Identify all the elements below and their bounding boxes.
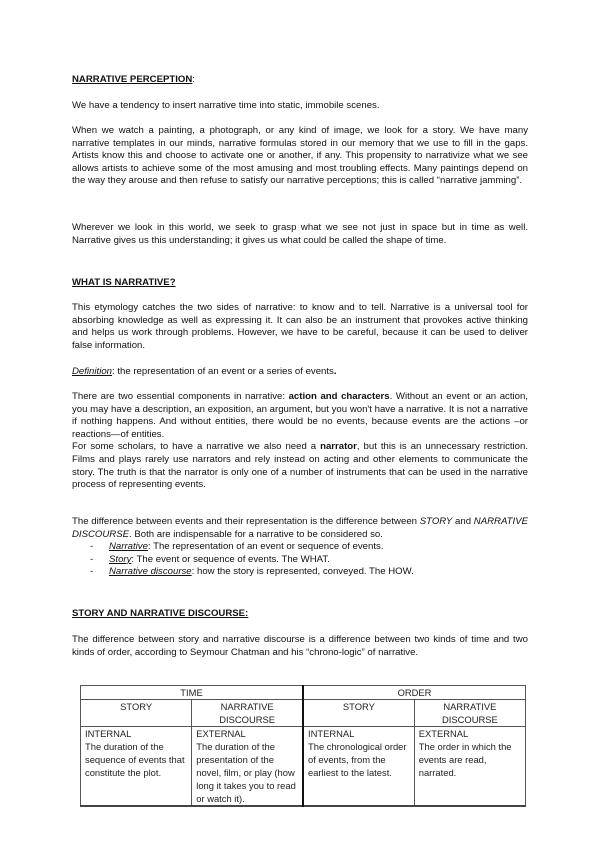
- table-group-row: [81, 686, 526, 700]
- definition-text: : the representation of an event or a series of events: [112, 366, 334, 377]
- table-header-row: [81, 700, 526, 727]
- heading-what-is-narrative: WHAT IS NARRATIVE?: [72, 277, 176, 288]
- text: and: [452, 516, 474, 527]
- column-header: STORY: [81, 700, 192, 727]
- text: , but this is an unnecessary restriction. Films and plays rarely use narrators and rely instead on acting and other elements to communicate the story. The truth is that the narrator is only one of a number of instruments that can be used in the narrative process of representing events.: [72, 441, 528, 491]
- heading-colon: :: [192, 74, 195, 85]
- perception-paragraph-2: When we watch a painting, a photograph, or any kind of image, we look for a story. We have many narrative templates in our minds, narrative formulas stored in our memory that we use to fill in the gaps. Artists know this and choose to activate one or another, if any. This propensity to narrativize what we see allows artists to achieve some of the most amusing and most troubling effects. Many paintings depend on the way they arouse and then refuse to satisfy our narrative perceptions; this is called “narrative jamming”.: [72, 125, 528, 187]
- text: . Without an event or an action, you may have a description, an exposition, an argument, but you won't have a narrative. It is not a narrative if nothing happens. And without entities, there would be no events, because events are the actions –or reactions—of entities.: [72, 391, 528, 440]
- cell-kind: INTERNAL: [308, 728, 355, 739]
- text: . Both are indispensable for a narrative to be considered so.: [129, 528, 383, 540]
- list-item: [72, 554, 528, 567]
- cell-kind: INTERNAL: [85, 728, 132, 739]
- cell-kind: EXTERNAL: [196, 728, 246, 739]
- column-header: STORY: [303, 700, 414, 727]
- term: Story: [109, 553, 132, 565]
- term-text: : The representation of an event or sequence of events.: [147, 541, 384, 553]
- heading-story-discourse: STORY AND NARRATIVE DISCOURSE:: [72, 608, 249, 619]
- perception-paragraph-3: Wherever we look in this world, we seek to grasp what we see not just in space but in time as well. Narrative gives us this understanding; it gives us what could be called the shape of time.: [72, 222, 528, 246]
- table-row: [81, 727, 526, 807]
- term-text: : how the story is represented, conveyed. The HOW.: [191, 566, 414, 578]
- column-header: NARRATIVE DISCOURSE: [414, 700, 525, 727]
- definition-end: .: [333, 366, 337, 377]
- italic-text: NARRATIVE DISCOURSE: [72, 516, 528, 540]
- list-item: [72, 566, 528, 579]
- table-cell: [81, 727, 192, 807]
- story-paragraph-1: The difference between story and narrative discourse is a difference between two kinds of time and two kinds of order, according to Seymour Chatman and his “chrono-logic” of narrative.: [72, 634, 528, 658]
- text: For some scholars, to have a narrative we also need a: [72, 441, 321, 453]
- what-paragraph-3: [72, 441, 528, 491]
- bold-text: action and characters: [288, 391, 390, 402]
- what-paragraph-2-3: [72, 391, 528, 492]
- italic-text: STORY: [419, 516, 453, 527]
- bold-text: narrator: [320, 441, 357, 453]
- list-item: [72, 541, 528, 554]
- heading-text: NARRATIVE PERCEPTION: [72, 74, 193, 85]
- group-header: TIME: [81, 686, 304, 700]
- column-header: NARRATIVE DISCOURSE: [192, 700, 303, 727]
- table-cell: [303, 727, 414, 807]
- cell-text: The duration of the presentation of the novel, film, or play (how long it takes you to read or watch it).: [196, 741, 296, 804]
- term-text: : The event or sequence of events. The WHAT.: [131, 553, 330, 565]
- table-cell: [414, 727, 525, 807]
- terms-list: [72, 541, 528, 579]
- chrono-logic-table: [80, 685, 526, 807]
- what-paragraph-2: [72, 391, 528, 441]
- cell-text: The duration of the sequence of events that constitute the plot.: [85, 741, 185, 778]
- perception-paragraph-1: We have a tendency to insert narrative time into static, immobile scenes.: [72, 100, 380, 111]
- text: The difference between events and their representation is the difference between: [72, 516, 420, 527]
- term: Narrative: [109, 541, 148, 553]
- difference-paragraph: [72, 516, 528, 541]
- cell-text: The order in which the events are read, narrated.: [418, 741, 512, 778]
- definition-label: Definition: [72, 366, 112, 377]
- cell-text: The chronological order of events, from the earliest to the latest.: [308, 741, 407, 778]
- table-cell: [192, 727, 303, 807]
- heading-narrative-perception: [72, 74, 528, 87]
- term: Narrative discourse: [109, 566, 192, 578]
- what-paragraph-4: [72, 516, 528, 579]
- definition: [72, 366, 528, 379]
- cell-kind: EXTERNAL: [418, 728, 469, 739]
- group-header: ORDER: [303, 686, 526, 700]
- text: There are two essential components in narrative:: [72, 391, 289, 402]
- what-paragraph-1: This etymology catches the two sides of narrative: to know and to tell. Narrative is a universal tool for absorbing knowledge as well as expressing it. It can also be an instrument that provokes active thinking and helps us work through problems. However, we have to be careful, because it can be used to deliver false information.: [72, 302, 528, 351]
